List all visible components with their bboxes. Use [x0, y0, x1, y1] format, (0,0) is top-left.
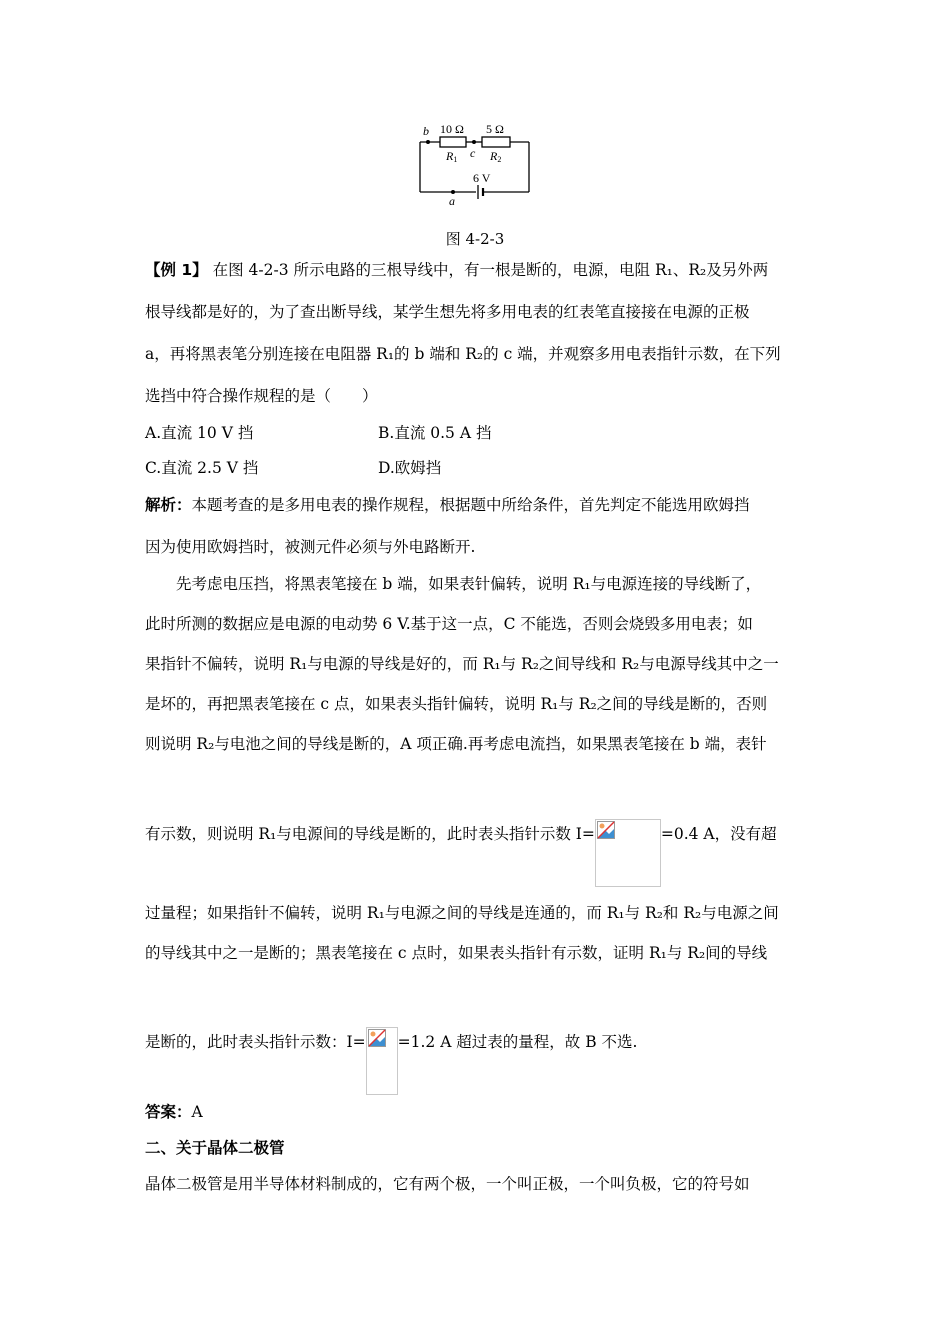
image-placeholder-icon — [597, 821, 615, 839]
example-tag: 【例 1】 — [145, 261, 208, 279]
figure-caption: 图 4-2-3 — [445, 230, 505, 248]
label-r2-name: R2 — [490, 149, 502, 164]
broken-formula-image — [595, 819, 661, 887]
example-line-1 — [145, 259, 768, 281]
answer-value: A — [191, 1103, 203, 1121]
node-c — [472, 140, 476, 144]
analysis-para-8: 的导线其中之一是断的；黑表笔接在 c 点时，如果表头指针有示数，证明 R₁与 R₂间的导线 — [145, 944, 768, 962]
label-r1-name: R1 — [446, 149, 458, 164]
analysis-para-6 — [145, 823, 777, 887]
option-b: B.直流 0.5 A 挡 — [378, 424, 492, 442]
example-line-2: 根导线都是好的，为了查出断导线，某学生想先将多用电表的红表笔直接接在电源的正极 — [145, 303, 750, 321]
label-r2-value: 5 Ω — [486, 122, 504, 136]
analysis-text-9a: 是断的，此时表头指针示数：I= — [145, 1033, 366, 1051]
example-line-3: a，再将黑表笔分别连接在电阻器 R₁的 b 端和 R₂的 c 端，并观察多用电表指针示数，在下列 — [145, 345, 781, 363]
analysis-text-6b: =0.4 A，没有超 — [660, 825, 777, 843]
example-line-4: 选挡中符合操作规程的是（ ） — [145, 387, 378, 405]
analysis-line-2: 因为使用欧姆挡时，被测元件必须与外电路断开. — [145, 538, 476, 556]
image-placeholder-icon — [368, 1029, 386, 1047]
example-text-1: 在图 4-2-3 所示电路的三根导线中，有一根是断的，电源，电阻 R₁、R₂及另外两 — [207, 261, 769, 279]
label-a: a — [449, 194, 455, 208]
label-r1-value: 10 Ω — [440, 122, 464, 136]
analysis-text-9b: =1.2 A 超过表的量程，故 B 不选. — [397, 1033, 638, 1051]
analysis-para-4: 是坏的，再把黑表笔接在 c 点，如果表头指针偏转，说明 R₁与 R₂之间的导线是断的，否则 — [145, 695, 768, 713]
analysis-para-5: 则说明 R₂与电池之间的导线是断的，A 项正确.再考虑电流挡，如果黑表笔接在 b 端，表针 — [145, 735, 767, 753]
analysis-text-1: 本题考查的是多用电表的操作规程，根据题中所给条件，首先判定不能选用欧姆挡 — [191, 496, 750, 514]
node-b — [426, 140, 430, 144]
section-heading: 二、关于晶体二极管 — [145, 1139, 285, 1157]
option-a: A.直流 10 V 挡 — [145, 424, 254, 442]
analysis-para-9 — [145, 1031, 637, 1095]
option-c: C.直流 2.5 V 挡 — [145, 459, 259, 477]
section-line-1: 晶体二极管是用半导体材料制成的，它有两个极，一个叫正极，一个叫负极，它的符号如 — [145, 1175, 750, 1193]
circuit-diagram — [0, 0, 950, 215]
analysis-label: 解析： — [145, 496, 192, 514]
broken-formula-image — [366, 1027, 398, 1095]
answer-line — [145, 1101, 203, 1123]
analysis-para-2: 此时所测的数据应是电源的电动势 6 V.基于这一点，C 不能选，否则会烧毁多用电表；如 — [145, 615, 753, 633]
label-b: b — [423, 124, 429, 138]
analysis-para-3: 果指针不偏转，说明 R₁与电源的导线是好的，而 R₁与 R₂之间导线和 R₂与电源导线其中之一 — [145, 655, 779, 673]
option-d: D.欧姆挡 — [378, 459, 442, 477]
answer-label: 答案： — [145, 1103, 192, 1121]
label-c: c — [470, 146, 476, 160]
label-source-voltage: 6 V — [473, 171, 491, 185]
resistor-r1 — [440, 137, 466, 147]
analysis-text-6a: 有示数，则说明 R₁与电源间的导线是断的，此时表头指针示数 I= — [145, 825, 595, 843]
analysis-para-1: 先考虑电压挡，将黑表笔接在 b 端，如果表针偏转，说明 R₁与电源连接的导线断了， — [145, 575, 762, 593]
analysis-para-7: 过量程；如果指针不偏转，说明 R₁与电源之间的导线是连通的，而 R₁与 R₂和 R₂与电源之间 — [145, 904, 779, 922]
analysis-line-1 — [145, 494, 750, 516]
resistor-r2 — [482, 137, 510, 147]
